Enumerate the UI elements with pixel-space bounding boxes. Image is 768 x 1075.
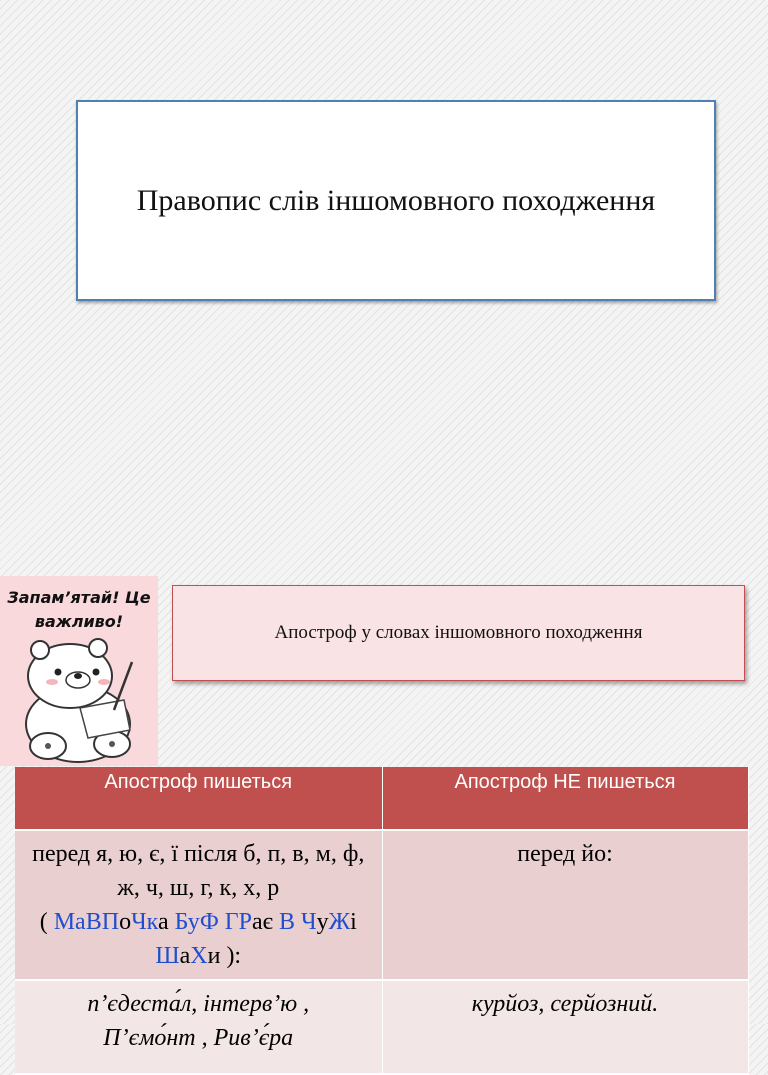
table-row [15, 980, 748, 1074]
rule-cell-left [15, 830, 382, 980]
note-text [0, 586, 158, 634]
note-line-1: Запам’ятай! Це [7, 588, 151, 607]
mnemonic: ( МаВПоЧка БуФ ГРає В ЧуЖі ШаХи ): [39, 909, 357, 969]
examples-right-text: курйоз, серйозний. [471, 991, 659, 1017]
rule-right-text: перед йо: [517, 841, 613, 867]
table-header-row [15, 767, 748, 830]
table-row [15, 830, 748, 980]
subtitle-box [172, 585, 745, 681]
apostrophe-rules-table [15, 767, 749, 1075]
examples-left-line-2: П’ємо́нт , Рив’є́ра [103, 1025, 294, 1051]
slide-title: Правопис слів іншомовного походження [136, 183, 656, 217]
rule-cell-right [382, 830, 748, 980]
examples-cell-right [382, 980, 748, 1074]
note-card [0, 576, 158, 766]
header-apostrophe-not-written: Апостроф НЕ пишеться [382, 767, 748, 830]
note-line-2: важливо! [34, 612, 124, 631]
subtitle-text: Апостроф у словах іншомовного походження [274, 622, 643, 643]
examples-cell-left [15, 980, 382, 1074]
examples-left-line-1: п’єдеста́л, інтерв’ю , [87, 991, 310, 1017]
rule-left-text: перед я, ю, є, ї після б, п, в, м, ф, ж, ч, ш, г, к, х, р [32, 841, 365, 901]
bear-icon [8, 634, 148, 764]
title-box [76, 100, 716, 301]
header-apostrophe-written: Апостроф пишеться [15, 767, 382, 830]
